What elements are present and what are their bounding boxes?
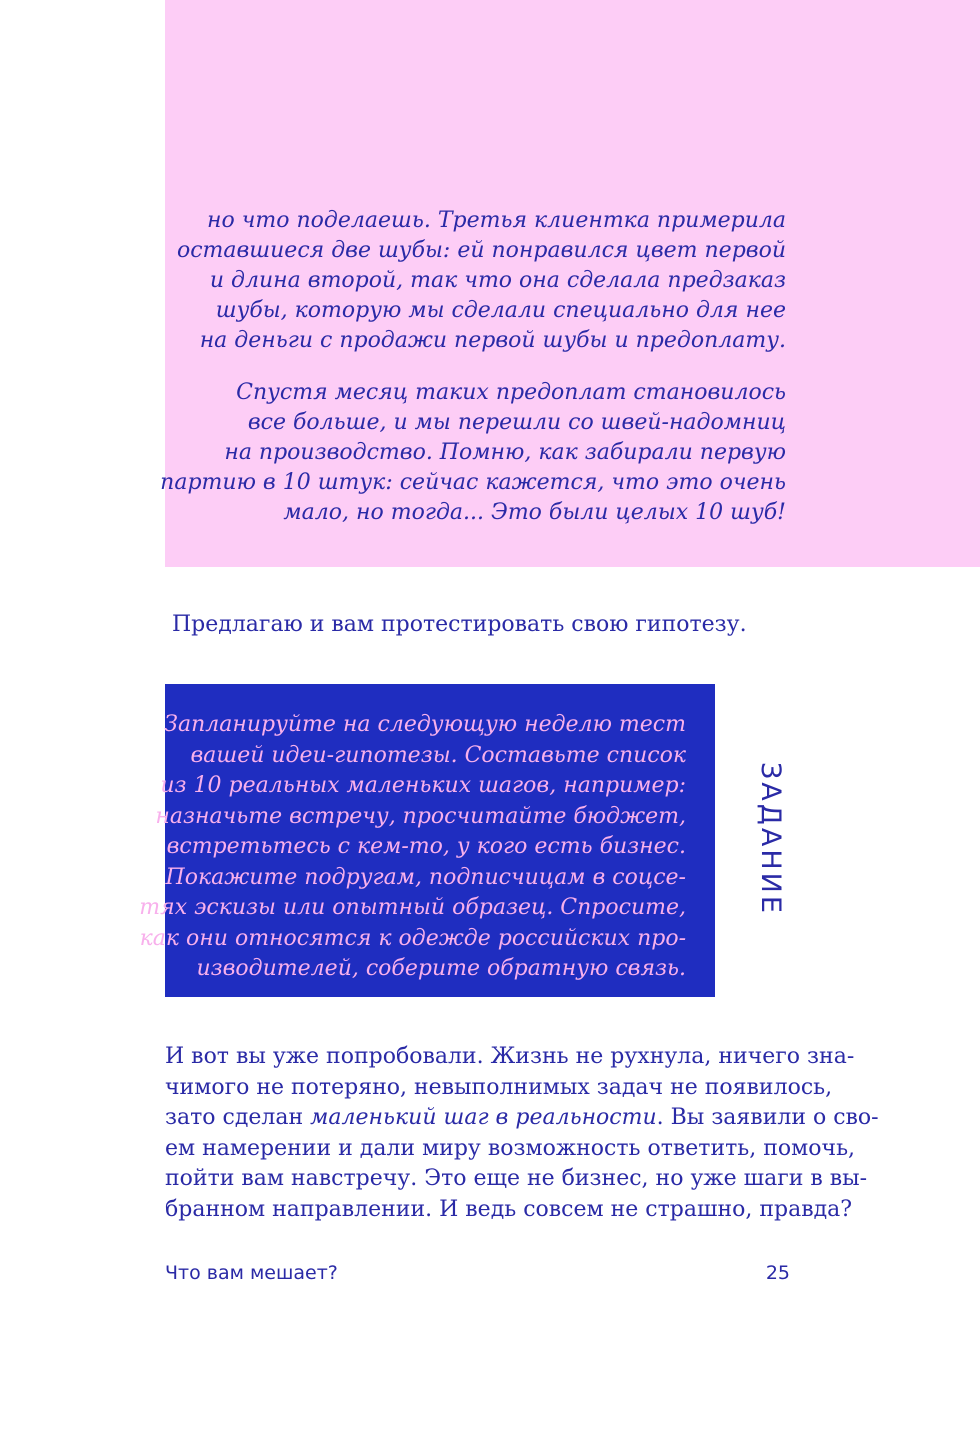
task-line: тях эскизы или опытный образец. Спросите, — [139, 895, 686, 920]
task-label: ЗАДАНИЕ — [755, 762, 786, 916]
task-box — [139, 684, 715, 997]
body-line — [165, 1103, 879, 1134]
task-line: вашей идеи-гипотезы. Составьте список — [190, 742, 686, 768]
task-text — [139, 710, 686, 985]
quote-line: все больше, и мы перешли со швей-надомниц — [247, 410, 786, 435]
body-line: ем намерении и дали миру возможность ответить, помочь, — [165, 1135, 856, 1161]
task-line: встретьтесь с кем-то, у кого есть бизнес. — [166, 834, 686, 859]
quote-line: шубы, которую мы сделали специально для нее — [215, 298, 786, 323]
task-line: изводителей, соберите обратную связь. — [196, 956, 686, 981]
task-line: назначьте встречу, просчитайте бюджет, — [155, 803, 686, 829]
quote-line: оставшиеся две шубы: ей понравился цвет первой — [176, 238, 786, 263]
body-line: пойти вам навстречу. Это еще не бизнес, но уже шаги в вы- — [165, 1166, 868, 1191]
quote-paragraph-1 — [177, 206, 786, 356]
body-line: бранном направлении. И ведь совсем не страшно, правда? — [165, 1196, 853, 1222]
quote-line: но что поделаешь. Третья клиентка примерила — [206, 208, 786, 233]
quote-line: мало, но тогда... Это были целых 10 шуб! — [283, 500, 786, 525]
task-line: как они относятся к одежде российских про- — [139, 925, 686, 951]
task-line: Запланируйте на следующую неделю тест — [164, 712, 686, 737]
quote-line: на деньги с продажи первой шубы и предоплату. — [199, 328, 786, 353]
quote-paragraph-2 — [160, 378, 786, 528]
page-number: 25 — [765, 1262, 790, 1284]
body-line: И вот вы уже попробовали. Жизнь не рухнула, ничего зна- — [165, 1044, 855, 1069]
quote-line: и длина второй, так что она сделала предзаказ — [209, 268, 786, 293]
quote-line: на производство. Помню, как забирали первую — [224, 440, 786, 465]
body-emphasis: маленький шаг в реальности — [310, 1105, 657, 1130]
task-line: из 10 реальных маленьких шагов, например: — [160, 773, 686, 798]
running-footer-title: Что вам мешает? — [165, 1262, 338, 1284]
body-text-segment: . Вы заявили о сво- — [656, 1105, 879, 1130]
body-paragraph — [165, 1042, 879, 1225]
body-line: чимого не потеряно, невыполнимых задач не появилось, — [165, 1074, 833, 1100]
quote-line: партию в 10 штук: сейчас кажется, что это очень — [160, 470, 786, 495]
task-line: Покажите подругам, подписчицам в соцсе- — [165, 864, 686, 890]
quote-line: Спустя месяц таких предоплат становилось — [236, 380, 786, 405]
body-text-segment: зато сделан — [165, 1105, 311, 1130]
intro-sentence: Предлагаю и вам протестировать свою гипотезу. — [172, 612, 747, 637]
